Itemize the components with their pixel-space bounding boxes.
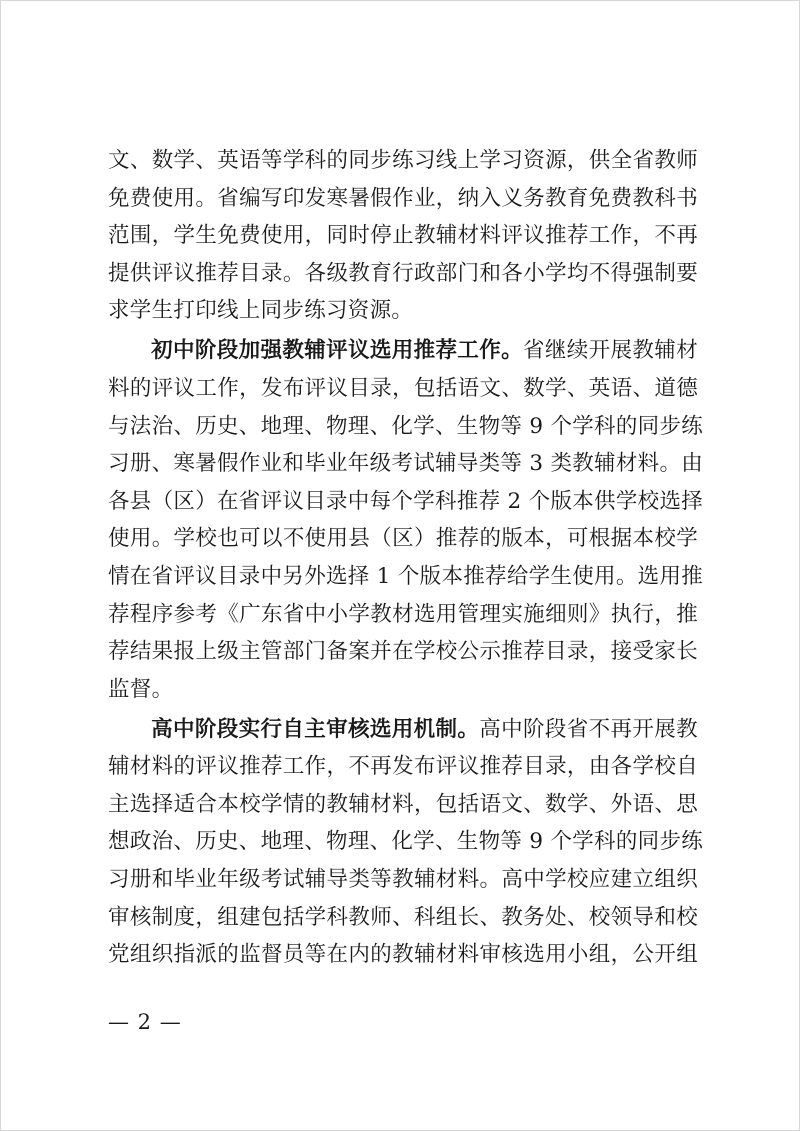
text-line: 使用。学校也可以不使用县（区）推荐的版本，可根据本校学	[108, 526, 698, 552]
text-line: 荐程序参考《广东省中小学教材选用管理实施细则》执行，推	[108, 601, 698, 627]
text-line: 辅材料的评议推荐工作，不再发布评议推荐目录，由各学校自	[108, 754, 698, 780]
text-line: 与法治、历史、地理、物理、化学、生物等 9 个学科的同步练	[108, 413, 704, 439]
paragraph-first-line	[108, 332, 698, 370]
text-line: 提供评议推荐目录。各级教育行政部门和各小学均不得强制要	[108, 260, 698, 286]
text-line: 料的评议工作，发布评议目录，包括语文、数学、英语、道德	[108, 375, 698, 401]
text-line: 习册、寒暑假作业和毕业年级考试辅导类等 3 类教辅材料。由	[108, 451, 704, 477]
text-line: 求学生打印线上同步练习资源。	[108, 298, 414, 324]
text-line: 党组织指派的监督员等在内的教辅材料审核选用小组，公开组	[108, 942, 698, 968]
page-number: — 2 —	[108, 1010, 182, 1034]
document-body	[108, 142, 704, 974]
paragraph-first-line	[108, 711, 698, 749]
text-line: 情在省评议目录中另外选择 1 个版本推荐给学生使用。选用推	[108, 563, 704, 589]
text-line: 范围，学生免费使用，同时停止教辅材料评议推荐工作，不再	[108, 223, 698, 249]
text-line: 荐结果报上级主管部门备案并在学校公示推荐目录，接受家长	[108, 639, 698, 665]
text-line: 免费使用。省编写印发寒暑假作业，纳入义务教育免费教科书	[108, 185, 698, 211]
text-line: 文、数学、英语等学科的同步练习线上学习资源，供全省教师	[108, 148, 698, 173]
text-line: 监督。	[108, 676, 174, 702]
section-heading-senior: 高中阶段实行自主审核选用机制。	[151, 716, 480, 742]
text-line: 主选择适合本校学情的教辅材料，包括语文、数学、外语、思	[108, 791, 698, 817]
text-span: 高中阶段省不再开展教	[479, 716, 698, 742]
text-line: 想政治、历史、地理、物理、化学、生物等 9 个学科的同步练	[108, 829, 704, 855]
text-line: 审核制度，组建包括学科教师、科组长、教务处、校领导和校	[108, 904, 698, 930]
text-span: 省继续开展教辅材	[523, 338, 698, 364]
text-line: 各县（区）在省评议目录中每个学科推荐 2 个版本供学校选择	[108, 488, 704, 514]
section-heading-junior: 初中阶段加强教辅评议选用推荐工作。	[151, 338, 524, 364]
text-line: 习册和毕业年级考试辅导类等教辅材料。高中学校应建立组织	[108, 867, 698, 893]
